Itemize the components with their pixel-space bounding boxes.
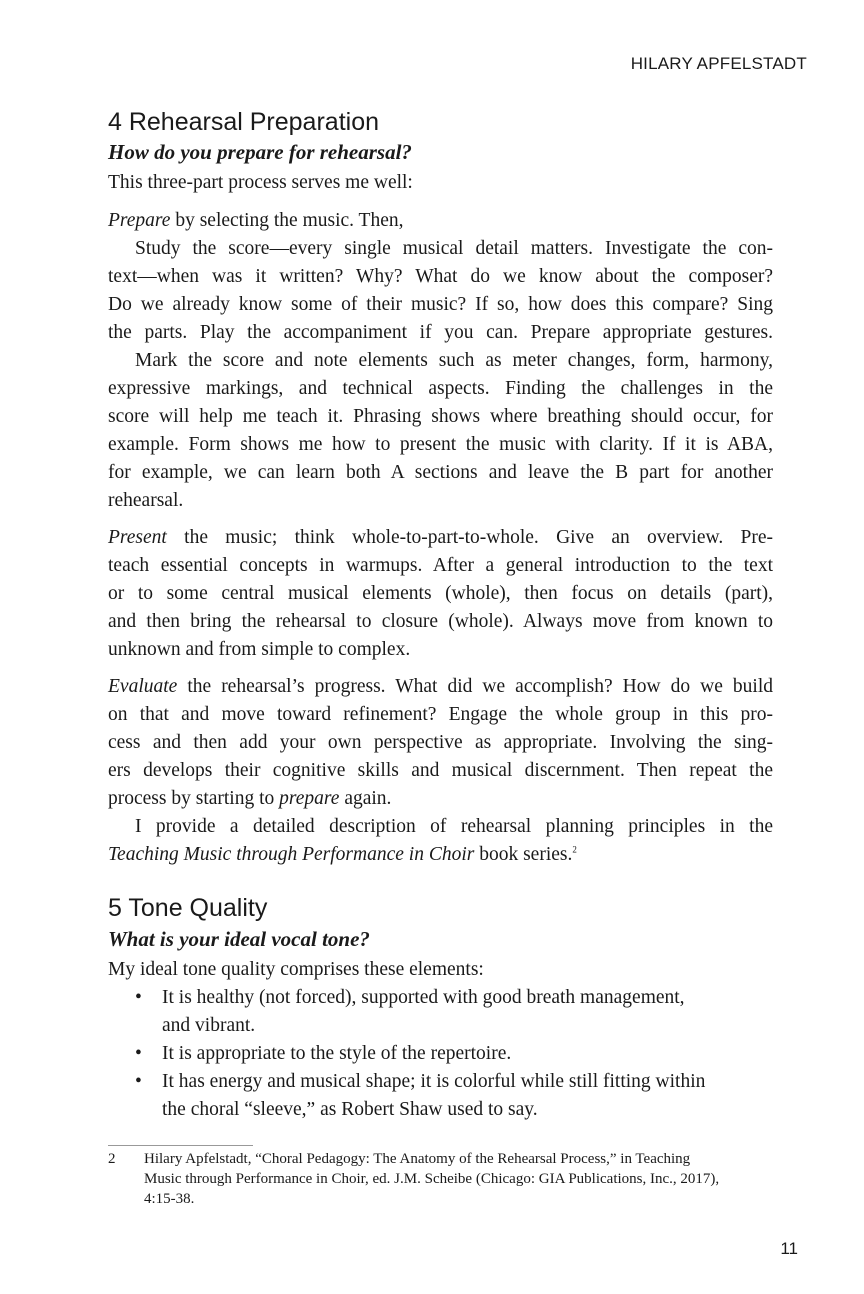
mark-line: expressive markings, and technical aspects. Finding the challenges in the <box>108 378 773 399</box>
section-5-heading: 5 Tone Quality <box>108 894 268 922</box>
bullet-item-line: the choral “sleeve,” as Robert Shaw used to say. <box>162 1099 538 1120</box>
evaluate-line <box>108 788 773 810</box>
mark-line: example. Form shows me how to present the music with clarity. If it is ABA, <box>108 434 773 455</box>
prepare-lead: Prepare <box>108 210 171 231</box>
present-line: teach essential concepts in warmups. After a general introduction to the text <box>108 555 773 576</box>
present-line <box>108 527 773 549</box>
present-line-text: the music; think whole-to-part-to-whole. Give an overview. Pre- <box>166 527 773 548</box>
section-4-question: How do you prepare for rehearsal? <box>108 140 412 164</box>
mark-line: for example, we can learn both A sections and leave the B part for another <box>108 462 773 483</box>
section-5-question: What is your ideal vocal tone? <box>108 927 370 951</box>
bullet-item-line: It has energy and musical shape; it is colorful while still fitting within <box>162 1071 706 1092</box>
evaluate-lead: Evaluate <box>108 676 178 697</box>
footnote-divider <box>108 1145 253 1146</box>
page-number: 11 <box>780 1239 798 1258</box>
bullet-item-line: and vibrant. <box>162 1015 256 1036</box>
bullet-icon: • <box>135 1043 142 1064</box>
footnote-line: Hilary Apfelstadt, “Choral Pedagogy: The Anatomy of the Rehearsal Process,” in Teaching <box>144 1151 691 1167</box>
evaluate-line: ers develops their cognitive skills and musical discernment. Then repeat the <box>108 760 773 781</box>
footnote-line: 4:15-38. <box>144 1191 195 1207</box>
evaluate-last-text: process by starting to <box>108 788 280 809</box>
study-line: the parts. Play the accompaniment if you can. Prepare appropriate gestures. <box>108 322 773 343</box>
prepare-paragraph-line <box>108 210 773 232</box>
evaluate-line <box>108 676 773 698</box>
footnote-reference[interactable]: 2 <box>572 844 577 855</box>
evaluate-line-text: the rehearsal’s progress. What did we accomplish? How do we build <box>177 676 773 697</box>
present-line: unknown and from simple to complex. <box>108 639 411 660</box>
study-line: Study the score—every single musical detail matters. Investigate the con- <box>135 238 773 259</box>
footnote-line: Music through Performance in Choir, ed. J.M. Scheibe (Chicago: GIA Publications, Inc., 2017), <box>144 1171 720 1187</box>
section-5-intro: My ideal tone quality comprises these elements: <box>108 959 484 980</box>
evaluate-last-text-end: again. <box>339 788 392 809</box>
bullet-item-line: It is healthy (not forced), supported with good breath management, <box>162 987 685 1008</box>
footnote-number: 2 <box>108 1151 116 1167</box>
present-line: and then bring the rehearsal to closure (whole). Always move from known to <box>108 611 773 632</box>
running-head: HILARY APFELSTADT <box>630 54 807 73</box>
closing-line-text: book series. <box>474 844 573 865</box>
mark-line: rehearsal. <box>108 490 184 511</box>
book-title: Teaching Music through Performance in Choir <box>108 844 475 865</box>
evaluate-line: cess and then add your own perspective as appropriate. Involving the sing- <box>108 732 773 753</box>
bullet-icon: • <box>135 987 142 1008</box>
closing-line: I provide a detailed description of rehearsal planning principles in the <box>135 816 773 837</box>
prepare-line-text: by selecting the music. Then, <box>170 210 404 231</box>
mark-line: score will help me teach it. Phrasing shows where breathing should occur, for <box>108 406 773 427</box>
section-4-intro: This three-part process serves me well: <box>108 172 413 193</box>
bullet-icon: • <box>135 1071 142 1092</box>
evaluate-last-emphasis: prepare <box>279 788 340 809</box>
closing-line <box>108 844 773 866</box>
bullet-item-line: It is appropriate to the style of the repertoire. <box>162 1043 512 1064</box>
present-lead: Present <box>108 527 167 548</box>
evaluate-line: on that and move toward refinement? Engage the whole group in this pro- <box>108 704 773 725</box>
section-4-heading: 4 Rehearsal Preparation <box>108 108 379 136</box>
study-line: Do we already know some of their music? If so, how does this compare? Sing <box>108 294 773 315</box>
present-line: or to some central musical elements (whole), then focus on details (part), <box>108 583 773 604</box>
mark-line: Mark the score and note elements such as meter changes, form, harmony, <box>135 350 773 371</box>
study-line: text—when was it written? Why? What do we know about the composer? <box>108 266 773 287</box>
